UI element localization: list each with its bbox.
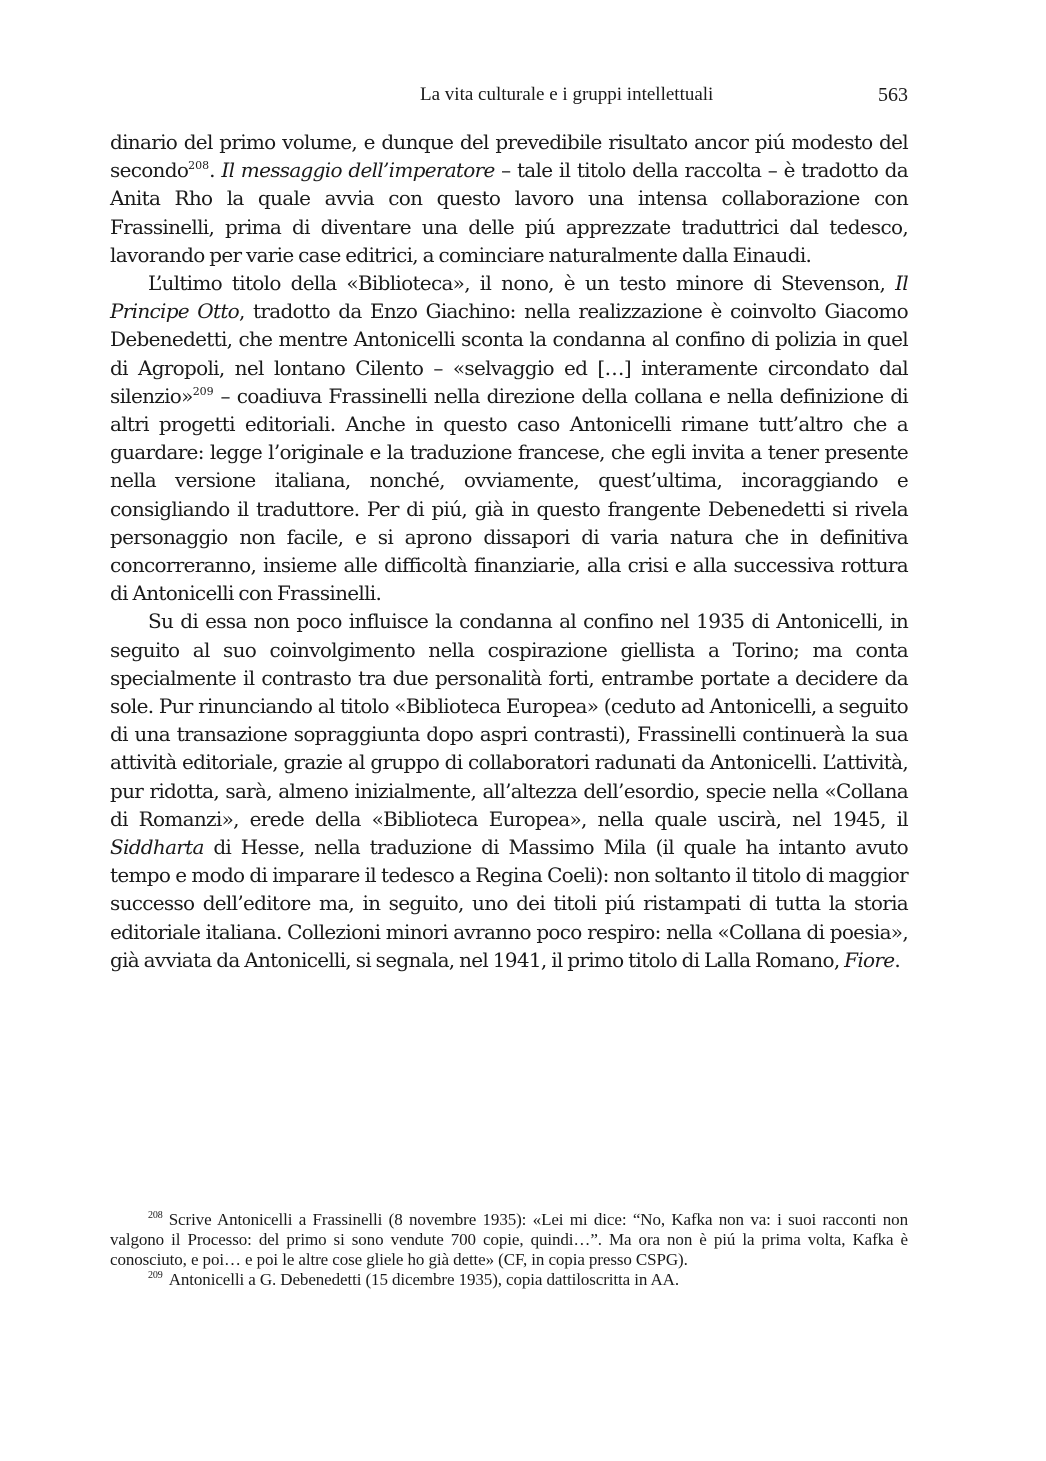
paragraph-3-text-b: di Hesse, nella traduzione di Massimo Mila (il quale ha intanto avuto tempo e modo di imparare il tedesco a Regina Coeli): non soltanto il titolo di maggior successo dell’editore ma, in seguito, uno dei titoli piú ristampati di tutta la storia editoriale italiana. Collezioni minori avranno poco respiro: nella «Collana di poesia», già avviata da Antonicelli, si segnala, nel 1941, il primo titolo di Lalla Romano, [110,835,908,972]
paragraph-3 [110,607,908,974]
book-title-italic: Fiore [844,947,895,972]
running-head [420,84,908,114]
paragraph-3-text-c: . [894,947,901,972]
book-title-italic: Il Principe Otto [110,271,908,324]
footnote-text: Scrive Antonicelli a Frassinelli (8 novembre 1935): «Lei mi dice: “No, Kafka non va: i suoi racconti non valgono il Processo: del primo si sono vendute 700 copie, quindi…”. Ma ora non è piú la prima volta, Kafka è conosciuto, e poi… e poi le altre cose gliele ho già dette» (CF, in copia presso CSPG). [110,1210,908,1269]
paragraph-3-text-a: Su di essa non poco influisce la condanna al confino nel 1935 di Antonicelli, in seguito al suo coinvolgimento nella cospirazione giellista a Torino; ma conta specialmente il contrasto tra due personalità forti, entrambe portate a decidere da sole. Pur rinunciando al titolo «Biblioteca Europea» (ceduto ad Antonicelli, a seguito di una transazione sopraggiunta dopo aspri contrasti), Frassinelli continuerà la sua attività editoriale, grazie al gruppo di collaboratori radunati da Antonicelli. L’attività, pur ridotta, sarà, almeno inizialmente, all’altezza dell’esordio, specie nella «Collana di Romanzi», erede della «Biblioteca Europea», nella quale uscirà, nel 1945, il [110,609,908,831]
body-text [110,128,908,974]
paragraph-1 [110,128,908,269]
paragraph-1-text-c: – tale il titolo della raccolta – è tradotto da Anita Rho la quale avvia con questo lavoro una intensa collaborazione con Frassinelli, prima di diventare una delle piú apprezzate traduttrici dal tedesco, lavorando per varie case editrici, a cominciare naturalmente dalla Einaudi. [110,158,908,267]
paragraph-2-text-a: L’ultimo titolo della «Biblioteca», il nono, è un testo minore di Stevenson, [148,271,896,296]
paragraph-2-text-b: , tradotto da Enzo Giachino: nella realizzazione è coinvolto Giacomo Debenedetti, che mentre Antonicelli sconta la condanna al confino di polizia in quel di Agropoli, nel lontano Cilento – «selvaggio ed […] interamente circondato dal silenzio» [110,299,908,408]
footnote-ref-209: 209 [192,384,214,398]
paragraph-1-text-a: dinario del primo volume, e dunque del prevedibile risultato ancor piú modesto del secondo [110,130,908,183]
paragraph-1-text-b: . [209,158,222,183]
book-title-italic: Il messaggio dell’imperatore [221,158,495,183]
footnotes [110,1210,908,1290]
running-title: La vita culturale e i gruppi intellettuali [420,84,714,105]
footnote-text: Antonicelli a G. Debenedetti (15 dicembre 1935), copia dattiloscritta in AA. [168,1270,679,1289]
page-number: 563 [878,84,908,106]
footnote-ref-208: 208 [188,159,210,173]
footnote-number: 209 [148,1270,163,1281]
footnote-number: 208 [148,1210,163,1221]
paragraph-2 [110,269,908,607]
footnote-209 [110,1270,908,1290]
book-title-italic: Siddharta [110,835,204,860]
paragraph-2-text-c: – coadiuva Frassinelli nella direzione della collana e nella definizione di altri progetti editoriali. Anche in questo caso Antonicelli rimane tutt’altro che a guardare: legge l’originale e la traduzione francese, che egli invita a tener presente nella versione italiana, nonché, ovviamente, quest’ultima, incoraggiando e consigliando il traduttore. Per di piú, già in questo frangente Debenedetti si rivela personaggio non facile, e si aprono dissapori di varia natura che in definitiva concorreranno, insieme alle difficoltà finanziarie, alla crisi e alla successiva rottura di Antonicelli con Frassinelli. [110,383,908,606]
footnote-208 [110,1210,908,1270]
